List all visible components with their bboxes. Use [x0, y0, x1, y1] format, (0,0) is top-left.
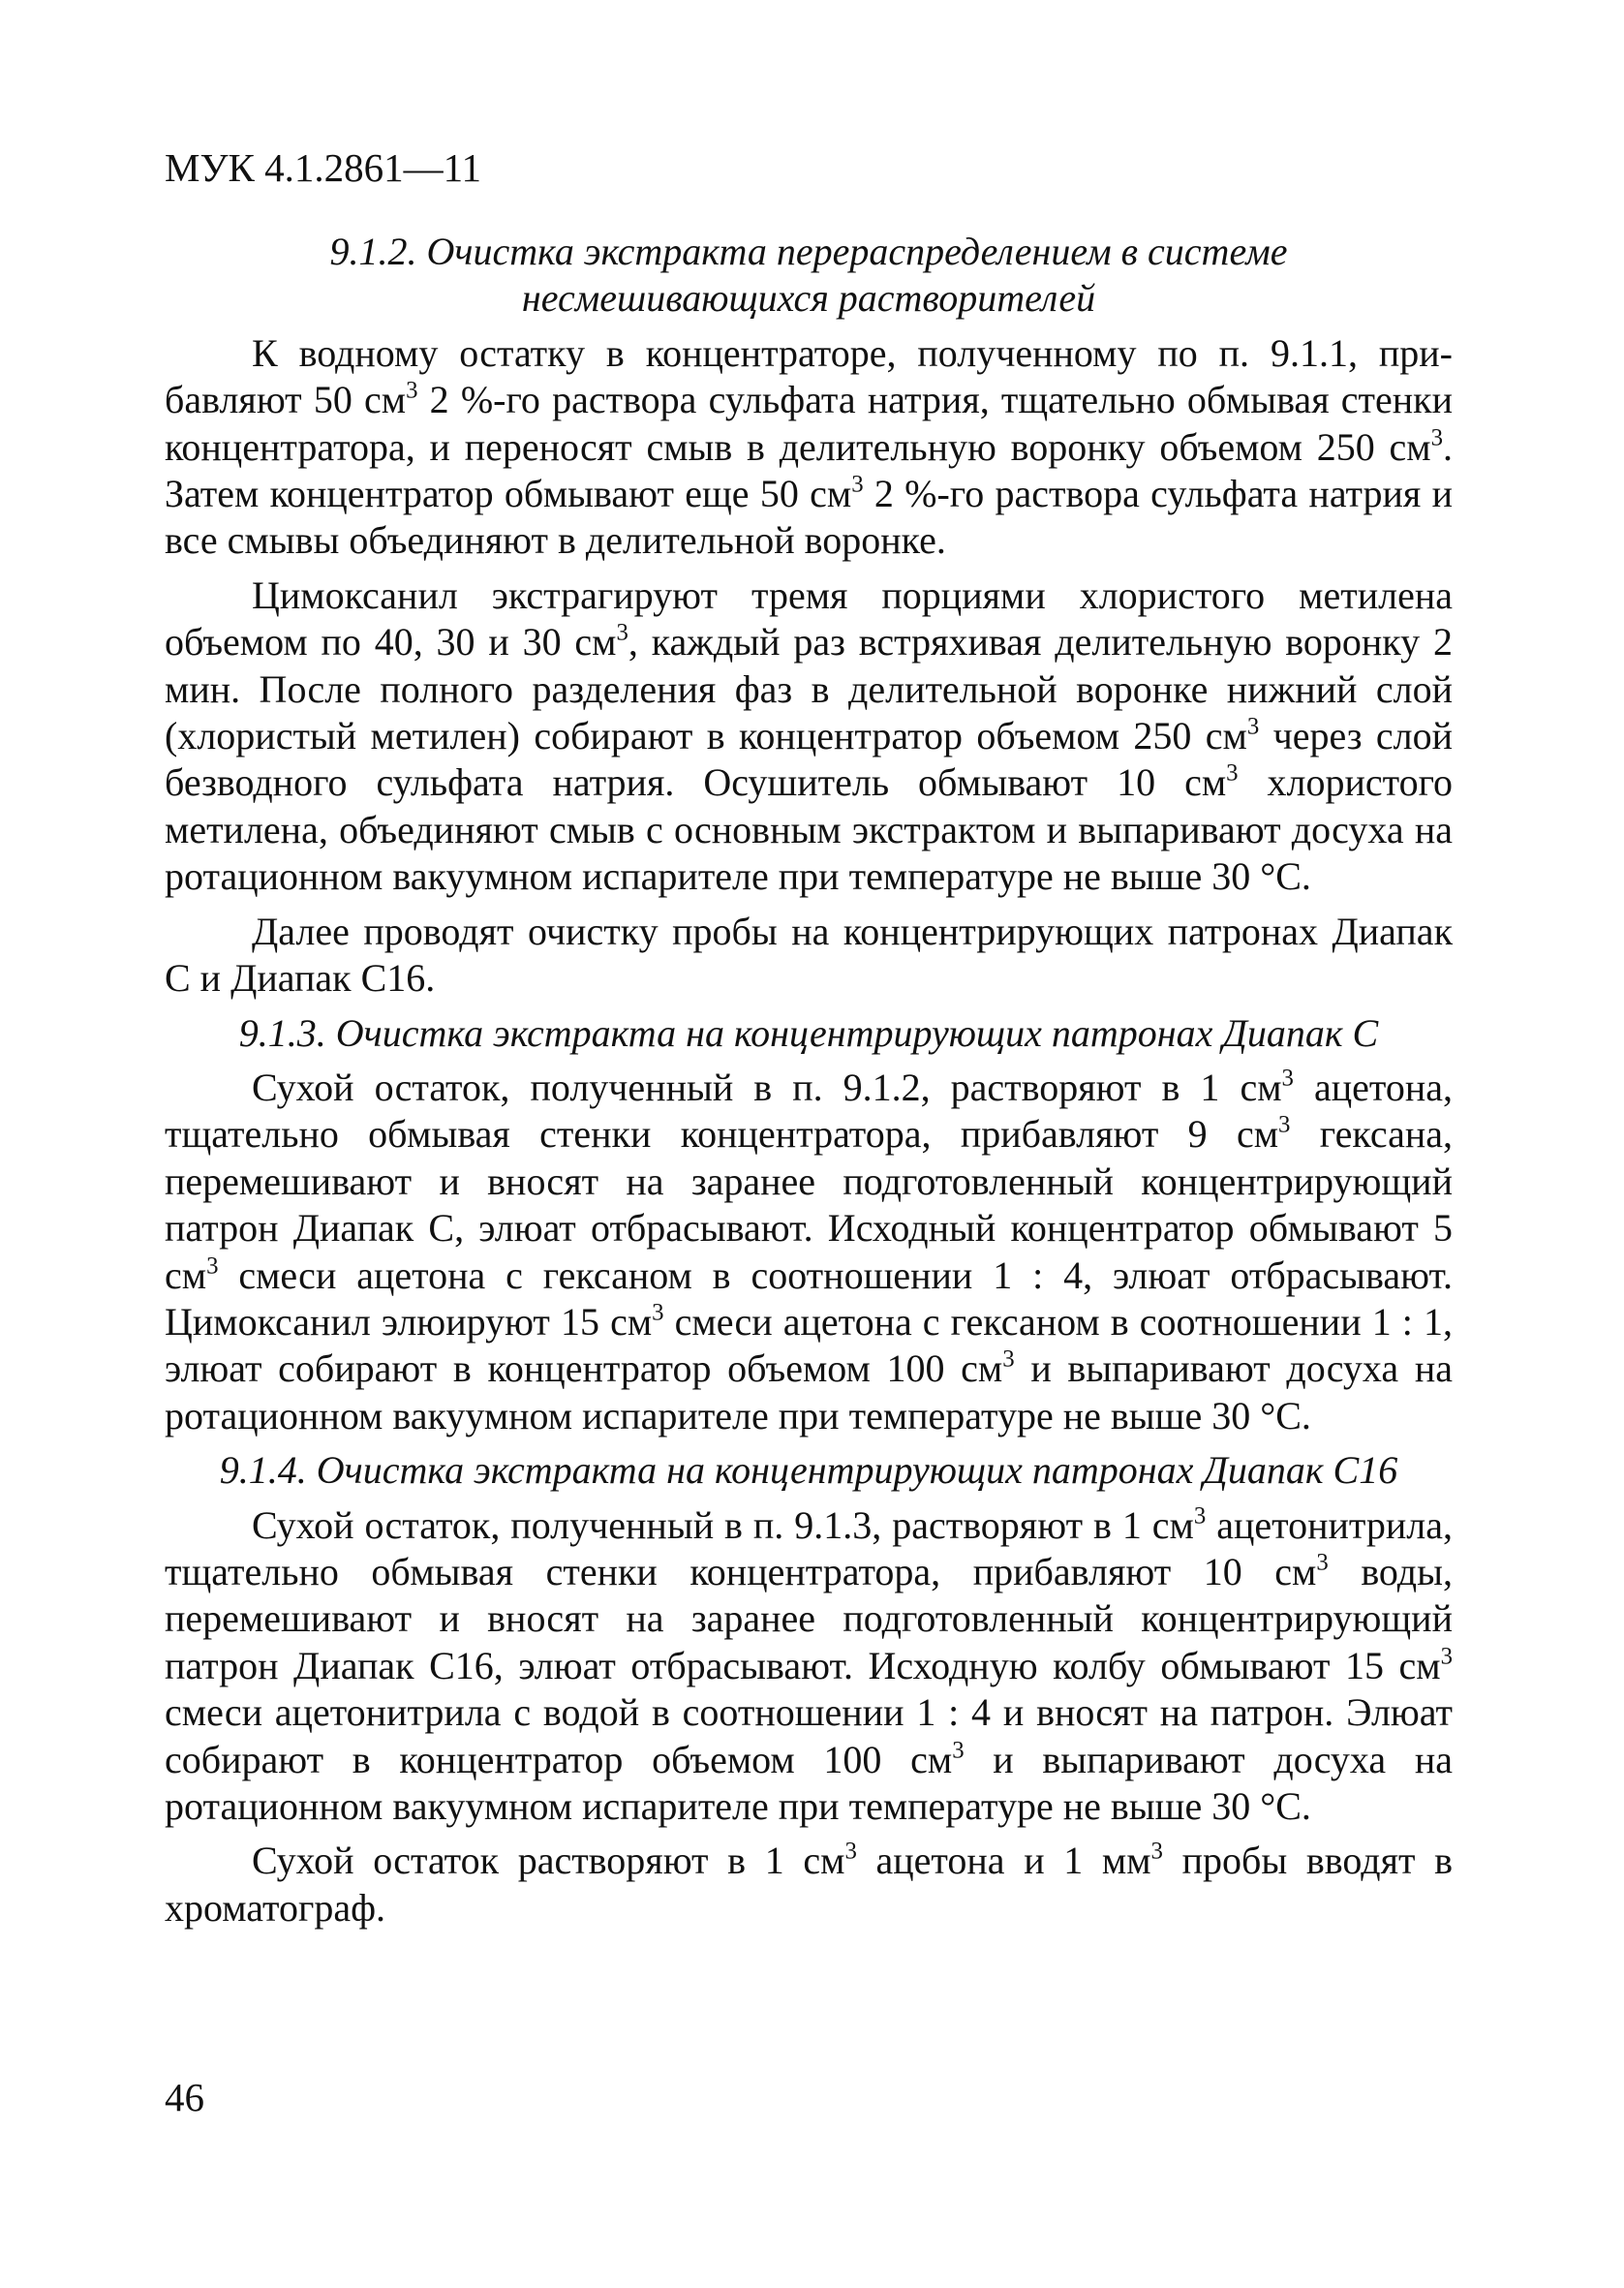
paragraph-9-1-2-c: Далее проводят очистку пробы на концентрирующих патронах Диапак С и Диапак С16. — [165, 909, 1453, 1001]
page-number: 46 — [165, 2075, 204, 2119]
paragraph-9-1-2-a: К водному остатку в концентраторе, полученному по п. 9.1.1, прибавляют 50 $см^3$ 2 %-го раствора сульфата натрия, тщательно обмывая стенки концентратора, и переносят смыв в делительную воронку объемом 250 $см^3$. Затем концентратор обмывают еще 50 $см^3$ 2 %-го раствора сульфата натрия и все смывы объединяют в делительной воронке. — [165, 330, 1453, 563]
paragraph-9-1-3: Сухой остаток, полученный в п. 9.1.2, растворяют в 1 $см^3$ ацетона, тщательно обмывая стенки концентратора, прибавляют 9 $см^3$ гексана, перемешивают и вносят на заранее подготовленный концентрирующий патрон Диапак С, элюат отбрасывают. Исходный концентратор обмывают 5 $см^3$ смеси ацетона с гексаном в соотношении 1 : 4, элюат отбрасывают. Цимоксанил элюируют 15 $см^3$ смеси ацетона с гексаном в соотношении 1 : 1, элюат собирают в концентратор объемом 100 $см^3$ и выпаривают досуха на ротационном вакуумном испарителе при температуре не выше 30 °С. — [165, 1065, 1453, 1438]
heading-line-2: несмешивающихся растворителей — [521, 276, 1096, 321]
paragraph-9-1-4-b: Сухой остаток растворяют в 1 $см^3$ ацетона и 1 $мм^3$ пробы вводят в хроматограф. — [165, 1839, 1453, 1930]
main-text — [165, 229, 1453, 1932]
paragraph-9-1-2-b: Цимоксанил экстрагируют тремя порциями хлористого метилена объемом по 40, 30 и 30 $см^3$, каждый раз встряхивая делительную воронку 2 мин. После полного разделения фаз в делительной воронке нижний слой (хлористый метилен) собирают в концентратор объемом 250 $см^3$ через слой безводного сульфата натрия. Осушитель обмывают 10 $см^3$ хлористого метилена, объединяют смыв с основным экстрактом и выпаривают досуха на ротационном вакуумном испарителе при температуре не выше 30 °С. — [165, 572, 1453, 899]
document-code-header: МУК 4.1.2861—11 — [165, 145, 482, 190]
section-9-1-2-heading — [165, 229, 1453, 323]
heading-line-1: 9.1.2. Очистка экстракта перераспределением в системе — [329, 230, 1288, 273]
section-9-1-3-heading: 9.1.3. Очистка экстракта на концентрирующих патронах Диапак С — [238, 1010, 1379, 1055]
paragraph-9-1-4-a: Сухой остаток, полученный в п. 9.1.3, растворяют в 1 $см^3$ ацетонитрила, тщательно обмывая стенки концентратора, прибавляют 10 $см^3$ воды, перемешивают и вносят на заранее подготовленный концентрирующий патрон Диапак С16, элюат отбрасывают. Исходную колбу обмывают 15 $см^3$ смеси ацетонитрила с водой в соотношении 1 : 4 и вносят на патрон. Элюат собирают в концентратор объемом 100 $см^3$ и выпаривают досуха на ротационном вакуумном испарителе при температуре не выше 30 °С. — [165, 1502, 1454, 1828]
section-9-1-4-heading: 9.1.4. Очистка экстракта на концентрирующих патронах Диапак С16 — [219, 1448, 1398, 1493]
